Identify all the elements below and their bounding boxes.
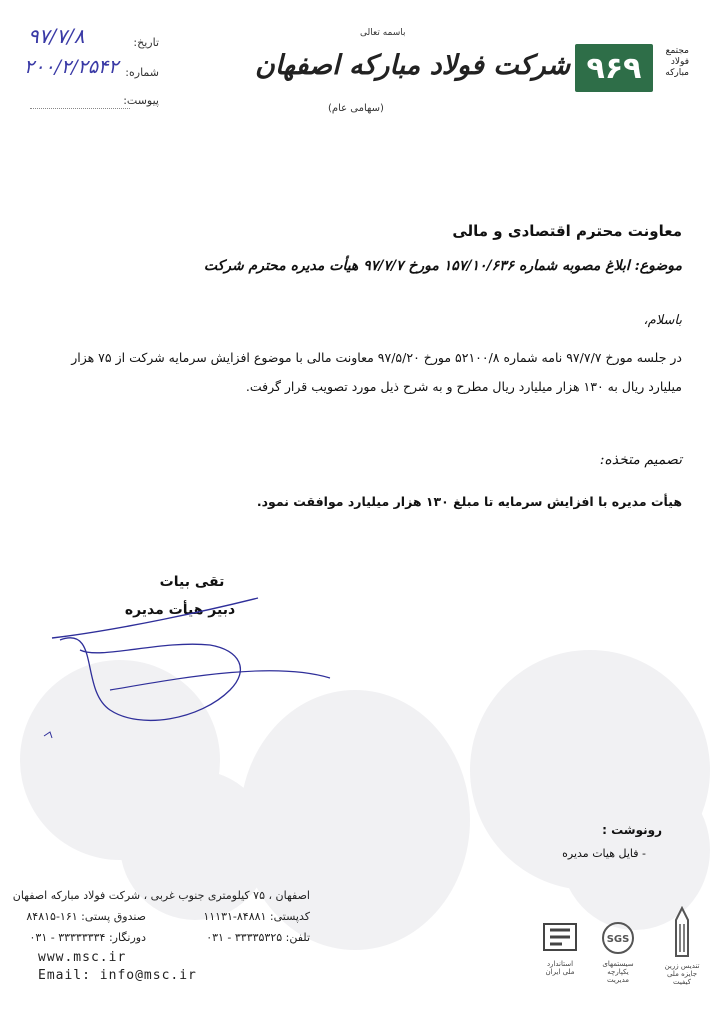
company-type: (سهامی عام) <box>328 103 384 114</box>
logo-text-line: مجتمع <box>665 46 689 56</box>
decision-text: هیأت مدیره با افزایش سرمایه تا مبلغ ۱۳۰ هزار میلیارد موافقت نمود. <box>256 494 682 509</box>
copies-label: رونوشت : <box>602 823 662 837</box>
footer-po-box: صندوق پستی: ۱۶۱-۸۴۸۱۵ <box>26 910 146 923</box>
cert-caption: سیستمهای یکپارچه مدیریت <box>602 960 634 984</box>
number-value: ۲۰۰/۲/۲۵۴۲ <box>24 56 119 78</box>
sgs-icon <box>596 920 640 956</box>
letter-meta <box>20 24 165 108</box>
attachment-label: پیوست: <box>123 94 159 107</box>
copies-item: - فایل هیات مدیره <box>562 847 646 860</box>
subject: موضوع: ابلاغ مصوبه شماره ۱۵۷/۱۰/۶۳۶ مورخ ۹۷/۷/۷ هیأت مدیره محترم شرکت <box>203 258 682 274</box>
cert-caption: تندیس زرین جایزه ملی کیفیت <box>664 962 700 986</box>
logo-mark-box <box>575 44 653 92</box>
footer-address: اصفهان ، ۷۵ کیلومتری جنوب غربی ، شرکت فولاد مبارکه اصفهان <box>12 889 310 902</box>
body-line: در جلسه مورخ ۹۷/۷/۷ نامه شماره ۵۲۱۰۰/۸ مورخ ۹۷/۵/۲۰ معاونت مالی با موضوع افزایش سرمایه شرکت از ۷۵ هزار <box>71 350 682 365</box>
number-label: شماره: <box>125 66 159 79</box>
date-value: ۹۷/۷/۸ <box>28 24 85 48</box>
signatory-title: دبیر هیأت مدیره <box>124 602 236 618</box>
date-label: تاریخ: <box>133 36 159 49</box>
iranian-standard-icon <box>540 920 580 956</box>
company-name: شرکت فولاد مبارکه اصفهان <box>255 50 571 81</box>
logo-mark: ۹۶۹ <box>586 50 642 86</box>
cert-sgs <box>596 920 640 984</box>
footer-postal-code: کدپستی: ۸۴۸۸۱-۱۱۱۳۱ <box>203 910 310 923</box>
body-line: میلیارد ریال به ۱۳۰ هزار میلیارد ریال مطرح و به شرح ذیل مورد تصویب قرار گرفت. <box>245 379 682 394</box>
cert-award <box>660 906 704 986</box>
cert-caption: استاندارد ملی ایران <box>545 960 575 976</box>
greeting: باسلام، <box>643 313 682 328</box>
recipient: معاونت محترم اقتصادی و مالی <box>452 222 682 240</box>
signatory-name: تقی بیات <box>159 574 225 590</box>
handwritten-signature <box>40 590 340 750</box>
footer-phone: تلفن: ۳۳۳۳۵۳۲۵ - ۰۳۱ <box>206 931 310 944</box>
bismillah: باسمه تعالی <box>360 28 406 38</box>
attachment-line <box>30 108 130 109</box>
decision-heading: تصمیم متخذه: <box>599 452 682 468</box>
footer-email: Email: info@msc.ir <box>38 968 197 983</box>
footer-website: www.msc.ir <box>38 950 127 965</box>
logo-text <box>657 46 689 79</box>
footer-fax: دورنگار: ۳۳۳۳۳۳۳۴ - ۰۳۱ <box>29 931 146 944</box>
logo-text-line: فولاد <box>670 57 689 67</box>
logo-text-line: مبارکه <box>665 68 689 78</box>
cert-iranian-standard <box>540 920 580 980</box>
svg-text:SGS: SGS <box>606 934 630 945</box>
award-tower-icon <box>660 906 704 958</box>
company-logo <box>575 44 690 94</box>
